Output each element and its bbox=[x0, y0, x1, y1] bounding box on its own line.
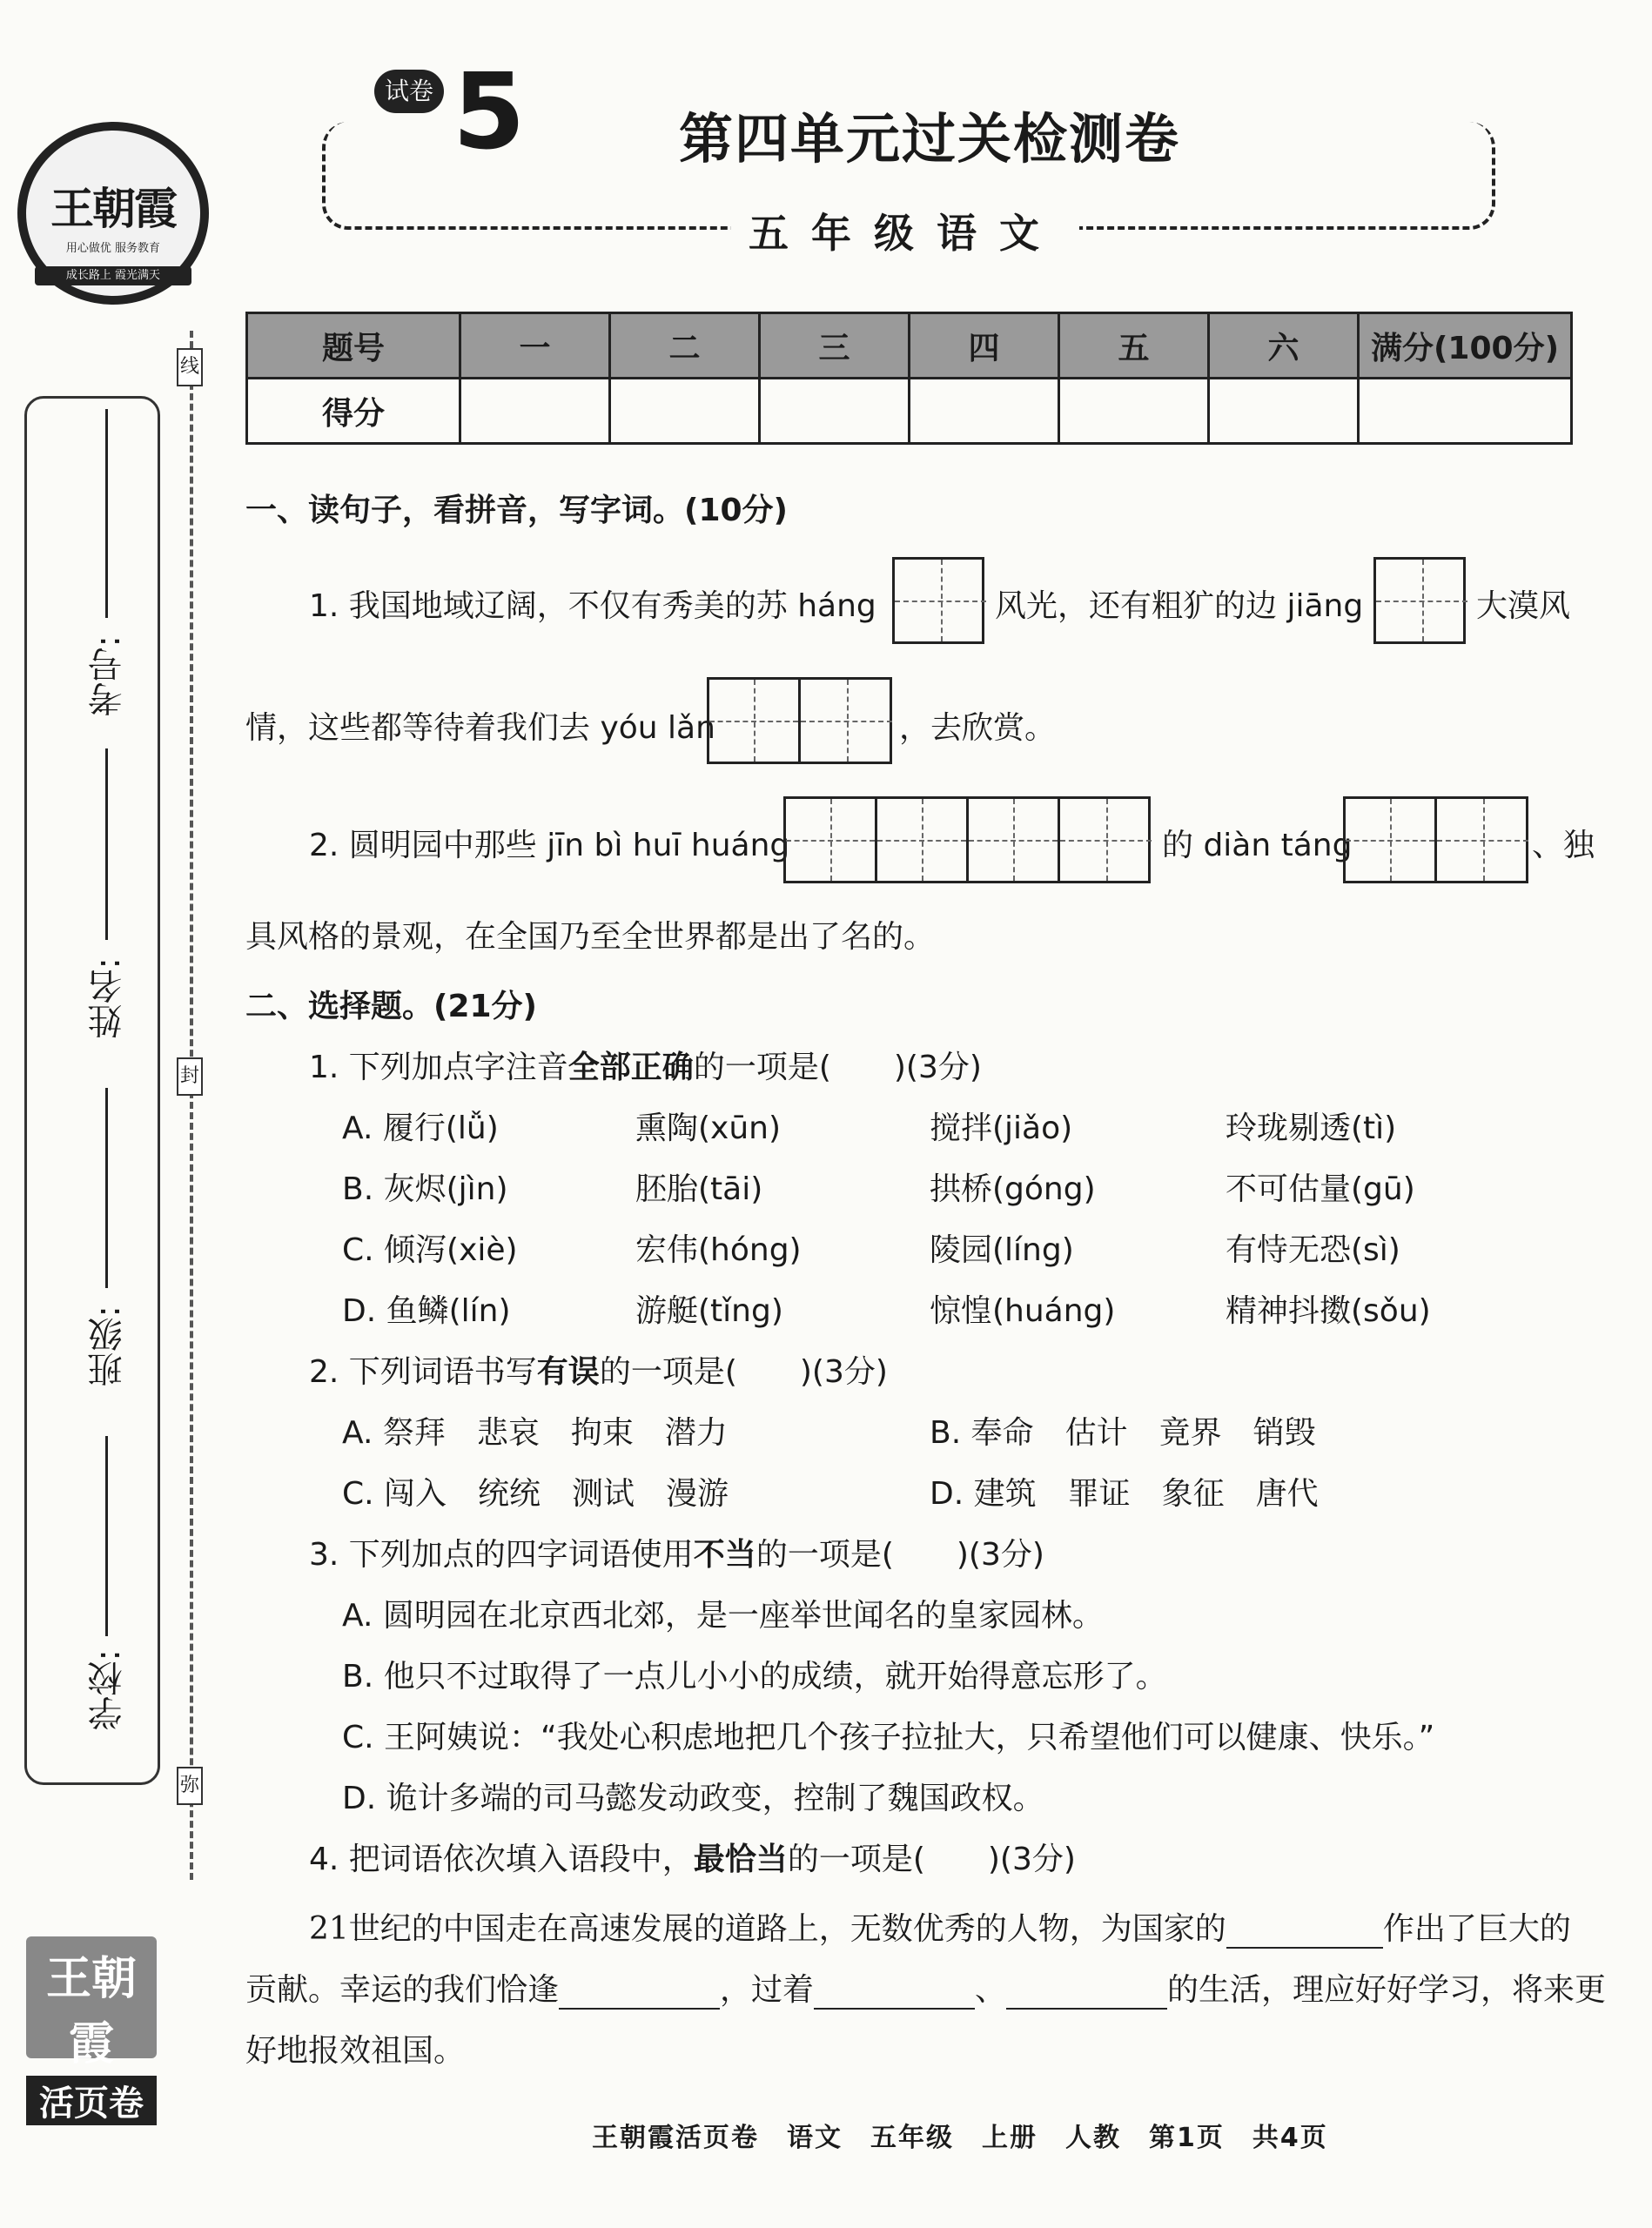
option-text: 不可估量(gū) bbox=[1226, 1171, 1415, 1207]
exam-number-field[interactable] bbox=[105, 409, 108, 618]
char-cell bbox=[1437, 799, 1528, 881]
pinyin-answer-box[interactable] bbox=[1373, 557, 1466, 644]
question-stem: 3. 下列加点的四字词语使用不当的一项是( )(3分) bbox=[309, 1537, 1044, 1573]
series-logo: 王朝霞 活页卷 bbox=[26, 1936, 157, 2058]
header-cell: 五 bbox=[1059, 313, 1209, 379]
option-text: 拱桥(góng) bbox=[930, 1171, 1096, 1207]
fill-blank[interactable] bbox=[1226, 1947, 1383, 1949]
char-cell bbox=[786, 799, 877, 881]
option-text: B. 奉命 估计 竟界 销毁 bbox=[930, 1415, 1316, 1451]
score-cell[interactable] bbox=[1209, 379, 1359, 444]
char-cell bbox=[877, 799, 969, 881]
publisher-logo: 王朝霞 用心做优 服务教育 成长路上 霞光满天 bbox=[17, 122, 209, 305]
option-text: A. 祭拜 悲哀 拘束 潜力 bbox=[342, 1415, 728, 1451]
score-cell[interactable] bbox=[760, 379, 910, 444]
char-cell bbox=[895, 560, 986, 641]
option-text: 精神抖擞(sǒu) bbox=[1226, 1293, 1431, 1329]
option-text: 搅拌(jiǎo) bbox=[930, 1111, 1073, 1146]
option-text: C. 闯入 统统 测试 漫游 bbox=[342, 1476, 729, 1512]
score-header-row bbox=[247, 313, 1572, 379]
question-stem: 2. 下列词语书写有误的一项是( )(3分) bbox=[309, 1354, 888, 1390]
cut-line bbox=[190, 331, 193, 1880]
header-cell: 满分(100分) bbox=[1359, 313, 1572, 379]
section2-title: 二、选择题。(21分) bbox=[245, 989, 538, 1024]
fill-blank[interactable] bbox=[814, 2008, 975, 2010]
pinyin-answer-box[interactable] bbox=[1343, 796, 1528, 883]
score-cell[interactable] bbox=[1359, 379, 1572, 444]
passage-line: 21世纪的中国走在高速发展的道路上，无数优秀的人物，为国家的 作出了巨大的 bbox=[309, 1911, 1571, 1947]
school-field[interactable] bbox=[105, 1436, 108, 1636]
passage-line: 好地报效祖国。 bbox=[245, 2033, 466, 2069]
name-field[interactable] bbox=[105, 748, 108, 940]
pinyin-answer-box[interactable] bbox=[783, 796, 1151, 883]
char-cell bbox=[1376, 560, 1467, 641]
header-cell: 一 bbox=[460, 313, 610, 379]
q1-text: 情，这些都等待着我们去 yóu lǎn bbox=[245, 710, 715, 746]
paper-subtitle: 五年级语文 bbox=[731, 202, 1079, 259]
seal-label: 线 bbox=[177, 348, 203, 386]
score-cell[interactable] bbox=[460, 379, 610, 444]
fill-blank[interactable] bbox=[559, 2008, 720, 2010]
student-info-box bbox=[24, 396, 160, 1785]
char-cell bbox=[969, 799, 1060, 881]
paper-title: 第四单元过关检测卷 bbox=[661, 96, 1198, 173]
option-text: 宏伟(hóng) bbox=[635, 1232, 802, 1268]
row-label: 得分 bbox=[247, 379, 460, 444]
header-cell: 题号 bbox=[247, 313, 460, 379]
q1-text: 1. 我国地域辽阔，不仅有秀美的苏 háng bbox=[309, 588, 876, 624]
score-row bbox=[247, 379, 1572, 444]
option-text: B. 他只不过取得了一点儿小小的成绩，就开始得意忘形了。 bbox=[342, 1659, 1167, 1694]
option-text: D. 建筑 罪证 象征 唐代 bbox=[930, 1476, 1319, 1512]
q1-text: 大漠风 bbox=[1476, 588, 1571, 624]
paper-header bbox=[322, 52, 1497, 257]
q2-text: 的 diàn táng bbox=[1162, 828, 1353, 863]
option-text: A. 圆明园在北京西北郊，是一座举世闻名的皇家园林。 bbox=[342, 1598, 1104, 1634]
q2-text: 具风格的景观，在全国乃至全世界都是出了名的。 bbox=[245, 919, 936, 955]
seal-label: 弥 bbox=[177, 1767, 203, 1805]
char-cell bbox=[1060, 799, 1152, 881]
pinyin-answer-box[interactable] bbox=[707, 677, 892, 764]
option-text: 惊惶(huáng) bbox=[930, 1293, 1116, 1329]
q1-text: 风光，还有粗犷的边 jiāng bbox=[995, 588, 1364, 624]
passage-line: 贡献。幸运的我们恰逢 ，过着 、 的生活，理应好好学习，将来更 bbox=[245, 1972, 1607, 2008]
option-text: D. 诡计多端的司马懿发动政变，控制了魏国政权。 bbox=[342, 1781, 1044, 1816]
option-text: 玲珑剔透(tì) bbox=[1226, 1111, 1397, 1146]
option-text: C. 王阿姨说：“我处心积虑地把几个孩子拉扯大，只希望他们可以健康、快乐。” bbox=[342, 1720, 1435, 1755]
seal-label: 封 bbox=[177, 1057, 203, 1096]
paper-number: 5 bbox=[453, 52, 526, 173]
option-text: 游艇(tǐng) bbox=[635, 1293, 783, 1329]
option-text: 陵园(líng) bbox=[930, 1232, 1074, 1268]
option-text: B. 灰烬(jìn) bbox=[342, 1171, 508, 1207]
score-cell[interactable] bbox=[1059, 379, 1209, 444]
option-text: D. 鱼鳞(lín) bbox=[342, 1293, 511, 1329]
header-cell: 六 bbox=[1209, 313, 1359, 379]
char-cell bbox=[709, 680, 801, 762]
question-stem: 1. 下列加点字注音全部正确的一项是( )(3分) bbox=[309, 1050, 982, 1085]
section1-title: 一、读句子，看拼音，写字词。(10分) bbox=[245, 493, 789, 528]
option-text: 胚胎(tāi) bbox=[635, 1171, 763, 1207]
fill-blank[interactable] bbox=[1006, 2008, 1167, 2010]
pinyin-answer-box[interactable] bbox=[892, 557, 984, 644]
score-table bbox=[245, 312, 1573, 445]
q2-text: 2. 圆明园中那些 jīn bì huī huáng bbox=[309, 828, 790, 863]
option-text: 熏陶(xūn) bbox=[635, 1111, 782, 1146]
school-label: 学校: bbox=[88, 1649, 128, 1731]
class-label: 班级: bbox=[88, 1305, 128, 1387]
q1-text: ，去欣赏。 bbox=[899, 710, 1057, 746]
score-cell[interactable] bbox=[910, 379, 1059, 444]
header-cell: 二 bbox=[610, 313, 760, 379]
exam-number-label: 考号: bbox=[88, 635, 128, 717]
char-cell bbox=[801, 680, 892, 762]
score-cell[interactable] bbox=[610, 379, 760, 444]
char-cell bbox=[1346, 799, 1437, 881]
name-label: 姓名: bbox=[88, 957, 128, 1039]
option-text: A. 履行(lǚ) bbox=[342, 1111, 499, 1146]
option-text: 有恃无恐(sì) bbox=[1226, 1232, 1400, 1268]
question-stem: 4. 把词语依次填入语段中，最恰当的一项是( )(3分) bbox=[309, 1842, 1076, 1877]
header-cell: 三 bbox=[760, 313, 910, 379]
q2-text: 、独 bbox=[1532, 828, 1595, 863]
option-text: C. 倾泻(xiè) bbox=[342, 1232, 518, 1268]
page-footer: 王朝霞活页卷 语文 五年级 上册 人教 第1页 共4页 bbox=[592, 2123, 1328, 2153]
header-cell: 四 bbox=[910, 313, 1059, 379]
binding-margin bbox=[0, 0, 205, 2228]
class-field[interactable] bbox=[105, 1088, 108, 1288]
paper-badge: 试卷 bbox=[374, 70, 444, 113]
